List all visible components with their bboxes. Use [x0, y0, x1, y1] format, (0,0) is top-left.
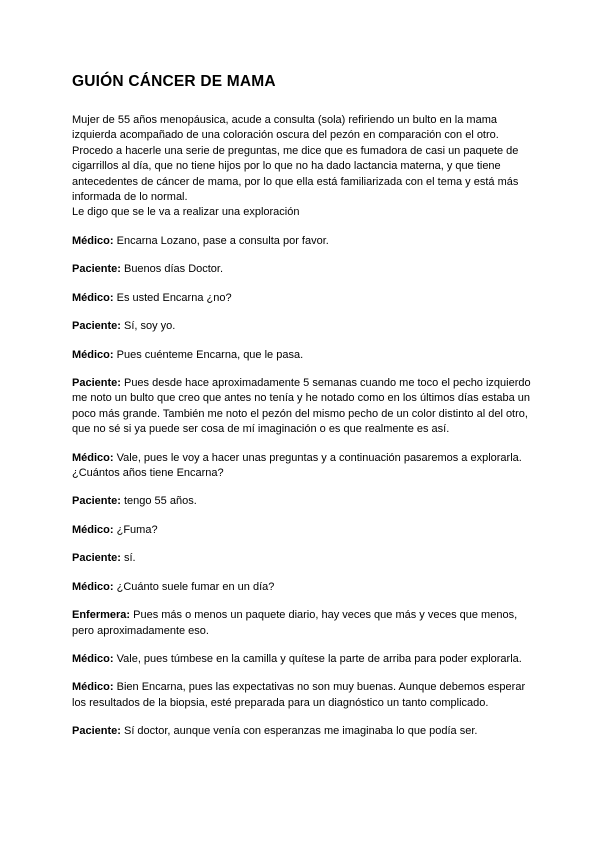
intro-paragraph: Le digo que se le va a realizar una exploración: [72, 206, 300, 219]
dialogue-turn: [72, 523, 534, 538]
dialogue-text: Encarna Lozano, pase a consulta por favor.: [113, 235, 329, 247]
dialogue-turn: [72, 652, 534, 667]
dialogue-turn: [72, 580, 534, 595]
dialogue-text: Pues cuénteme Encarna, que le pasa.: [113, 348, 304, 361]
dialogue-text: Bien Encarna, pues las expectativas no son muy buenas. Aunque debemos esperar los resultados de la biopsia, esté preparada para un diagnóstico un tanto complicado.: [72, 681, 526, 709]
dialogue-turn: [72, 724, 534, 739]
dialogue-turn: [72, 348, 534, 363]
dialogue-turn: [72, 376, 534, 438]
dialogue-turn: [72, 291, 534, 306]
dialogue-turn: [72, 319, 534, 334]
dialogue-text: Pues más o menos un paquete diario, hay veces que más y veces que menos, pero aproximadamente eso.: [72, 609, 518, 637]
speaker-label: Médico:: [72, 652, 114, 665]
speaker-label: Paciente:: [72, 377, 121, 390]
dialogue-turn: [72, 262, 534, 277]
speaker-label: Paciente:: [72, 725, 121, 738]
speaker-label: Paciente:: [72, 495, 121, 508]
speaker-label: Paciente:: [72, 263, 121, 276]
dialogue-turn: [72, 494, 534, 509]
speaker-label: Médico:: [72, 681, 114, 694]
speaker-label: Médico:: [72, 291, 114, 304]
speaker-label: Médico:: [72, 523, 114, 536]
dialogue-text: Vale, pues le voy a hacer unas preguntas y a continuación pasaremos a explorarla. ¿Cuántos años tiene Encarna?: [72, 451, 522, 480]
dialogue-text: Vale, pues túmbese en la camilla y quítese la parte de arriba para poder explorarla.: [113, 652, 522, 665]
dialogue-text: ¿Fuma?: [113, 523, 158, 536]
speaker-label: Médico:: [72, 451, 114, 464]
intro-section: [72, 113, 534, 221]
dialogue-text: Pues desde hace aproximadamente 5 semanas cuando me toco el pecho izquierdo me noto un bulto que creo que antes no tenía y he notado como en los últimos días estaba un poco más grande. También me noto el pezón del mismo pecho de un color distinto al del otro, que no sé si ya puede ser cosa de mí imaginación o es que realmente es así.: [72, 377, 531, 436]
dialogue-text: Es usted Encarna ¿no?: [113, 291, 232, 304]
dialogue-text: ¿Cuánto suele fumar en un día?: [113, 580, 275, 593]
dialogue-turn: [72, 680, 534, 711]
speaker-label: Paciente:: [72, 552, 121, 565]
dialogue-text: Sí, soy yo.: [120, 320, 176, 333]
speaker-label: Médico:: [72, 348, 114, 361]
intro-paragraph: Mujer de 55 años menopáusica, acude a consulta (sola) refiriendo un bulto en la mama izquierda acompañado de una coloración oscura del pezón en comparación con el otro. Procedo a hacerle una serie de preguntas, me dice que es fumadora de casi un paquete de cigarrillos al día, que no tiene hijos por lo que no ha dado lactancia materna, y que tiene antecedentes de cáncer de mama, por lo que ella está familiarizada con el tema y está más informada de lo normal.: [72, 114, 519, 204]
dialogue-section: [72, 234, 534, 753]
speaker-label: Paciente:: [72, 320, 121, 333]
speaker-label: Médico:: [72, 580, 114, 593]
dialogue-turn: [72, 451, 534, 482]
speaker-label: Enfermera:: [72, 609, 131, 622]
dialogue-turn: [72, 551, 534, 566]
dialogue-turn: [72, 234, 534, 249]
speaker-label: Médico:: [72, 235, 114, 247]
dialogue-text: sí.: [120, 552, 136, 565]
dialogue-text: tengo 55 años.: [120, 495, 197, 508]
page-title: GUIÓN CÁNCER DE MAMA: [72, 73, 276, 90]
dialogue-text: Buenos días Doctor.: [120, 263, 224, 276]
dialogue-turn: [72, 608, 534, 639]
dialogue-text: Sí doctor, aunque venía con esperanzas me imaginaba lo que podía ser.: [120, 725, 478, 738]
